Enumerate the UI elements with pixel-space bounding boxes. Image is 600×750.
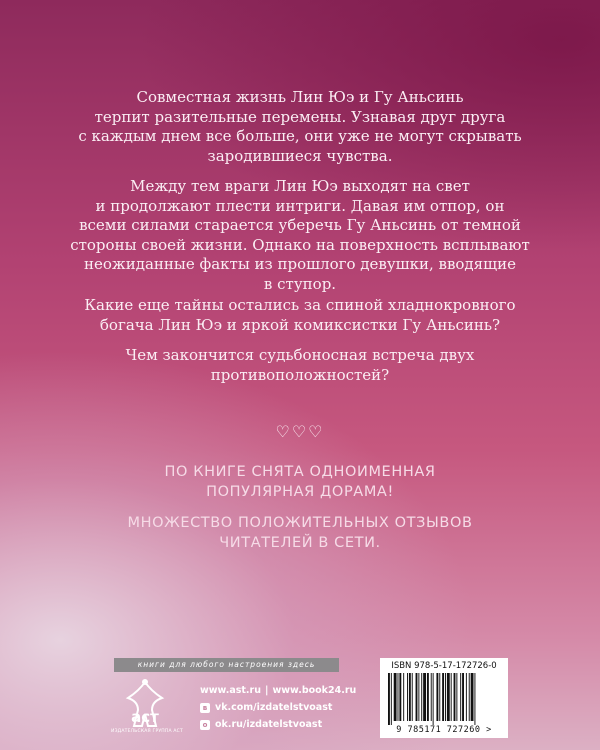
barcode-bar xyxy=(469,673,470,721)
barcode-bar xyxy=(462,673,464,721)
barcode-bar xyxy=(447,673,450,721)
barcode-bar xyxy=(454,673,456,721)
blurb-paragraph-1: Совместная жизнь Лин Юэ и Гу Аньсинь терпит разительные перемены. Узнавая друг друга с каждым днем все больше, они уже не могут скрывать зародившиеся чувства. xyxy=(78,88,522,165)
barcode-graphic xyxy=(386,673,502,725)
barcode-bar xyxy=(416,673,418,721)
barcode-bar xyxy=(433,673,434,725)
barcode-panel xyxy=(380,658,508,738)
isbn-label: ISBN 978-5-17-172726-0 xyxy=(391,661,497,671)
barcode-bar xyxy=(423,673,426,721)
link-separator: | xyxy=(265,685,269,696)
barcode-bar xyxy=(466,673,467,721)
barcode-bar xyxy=(445,673,446,721)
barcode-bar xyxy=(399,673,401,721)
publisher-tagline: книги для любого настроения здесь xyxy=(114,658,339,672)
vk-row xyxy=(200,699,356,716)
barcode-bar xyxy=(460,673,461,721)
barcode-bar xyxy=(391,673,392,725)
barcode-bar xyxy=(436,673,438,721)
barcode-bar xyxy=(403,673,404,721)
barcode-bar xyxy=(388,673,390,725)
barcode-bar xyxy=(412,673,413,721)
barcode-bar xyxy=(442,673,444,721)
ast-logo-icon xyxy=(116,678,174,734)
blurb-paragraph-3: Какие еще тайны остались за спиной хладнокровного богача Лин Юэ и яркой комиксистки Гу Аньсинь? xyxy=(84,296,516,334)
barcode-bar xyxy=(398,673,399,721)
ok-icon: о xyxy=(200,720,210,730)
barcode-bar xyxy=(456,673,457,721)
barcode-bar xyxy=(474,673,475,725)
ok-row xyxy=(200,716,356,733)
barcode-bar xyxy=(439,673,440,721)
hearts-divider-icon: ♡♡♡ xyxy=(275,422,325,441)
barcode-bar xyxy=(471,673,474,721)
vk-link[interactable]: vk.com/izdatelstvoast xyxy=(215,702,333,713)
vk-icon: в xyxy=(200,703,210,713)
blurb-paragraph-2: Между тем враги Лин Юэ выходят на свет и продолжают плести интриги. Давая им отпор, он всеми силами старается уберечь Гу Аньсинь от темной стороны своей жизни. Однако на поверхность всплывают неожиданные факты из прошлого девушки, вводящие в ступор. xyxy=(70,177,530,293)
barcode-bar xyxy=(431,673,432,721)
svg-text:аст: аст xyxy=(131,708,159,726)
barcode-digits: 9 785171 727260 > xyxy=(396,725,492,735)
barcode-bar xyxy=(394,673,397,721)
barcode-bar xyxy=(451,673,452,721)
barcode-bar xyxy=(407,673,408,721)
site-link-book24[interactable]: www.book24.ru xyxy=(272,685,357,696)
promo-reviews: МНОЖЕСТВО ПОЛОЖИТЕЛЬНЫХ ОТЗЫВОВ ЧИТАТЕЛЕЙ В СЕТИ. xyxy=(127,515,473,551)
publisher-links xyxy=(200,682,356,733)
barcode-bar xyxy=(409,673,411,721)
ok-link[interactable]: ok.ru/izdatelstvoast xyxy=(215,719,323,730)
publisher-group-label: ИЗДАТЕЛЬСКАЯ ГРУППА АСТ xyxy=(111,729,183,734)
site-link-ast[interactable]: www.ast.ru xyxy=(200,685,261,696)
barcode-bar xyxy=(427,673,429,721)
blurb-paragraph-4: Чем закончится судьбоносная встреча двух противоположностей? xyxy=(125,346,475,384)
barcode-bar xyxy=(418,673,419,721)
websites-row xyxy=(200,682,356,699)
barcode-bar xyxy=(421,673,422,721)
promo-dorama: ПО КНИГЕ СНЯТА ОДНОИМЕННАЯ ПОПУЛЯРНАЯ ДОРАМА! xyxy=(164,464,436,500)
